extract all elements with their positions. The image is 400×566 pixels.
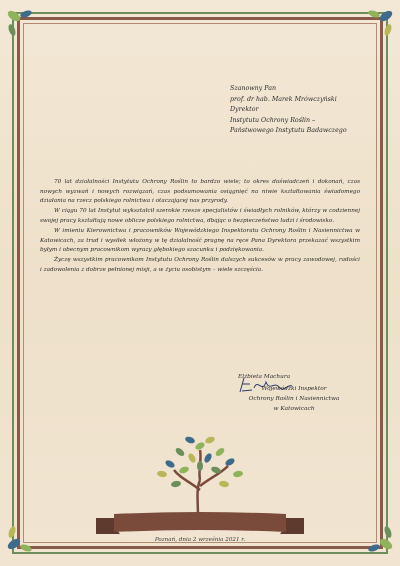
corner-leaf-icon [4, 6, 38, 40]
recipient-name: prof. dr hab. Marek Mrówczyński [230, 95, 337, 103]
recipient-role: Dyrektor [230, 106, 259, 114]
recipient-institute-line2: Państwowego Instytutu Badawczego [230, 127, 347, 135]
corner-leaf-icon [362, 6, 396, 40]
signatory-title-line2: Ochrony Roślin i Nasiennictwa [248, 396, 340, 402]
place-date: Poznań, dnia 2 września 2021 r. [154, 537, 246, 543]
signatory-title-line1: Wojewódzki Inspektor [261, 386, 327, 392]
recipient-institute-line1: Instytutu Ochrony Roślin – [230, 116, 316, 124]
signatory-title-line3: w Katowicach [273, 406, 315, 412]
signature-block [224, 372, 364, 414]
letter-body [40, 178, 360, 276]
recipient-address [230, 84, 380, 137]
paragraph: Życzę wszystkim pracownikom Instytutu Ochrony Roślin dalszych sukcesów w pracy zawodowej, radości i zadowolenia z dobrze pełnionej misji, a w życiu osobistym – wiele szczęścia. [40, 257, 360, 273]
tree-illustration [140, 430, 260, 520]
salutation: Szanowny Pan [230, 85, 276, 92]
paragraph: W imieniu Kierownictwa i pracowników Wojewódzkiego Inspektoratu Ochrony Roślin i Nasiennictwa w Katowicach, za trud i wysiłek włożony w tę działalność pragnę na ręce Pana Dyrektora przekazać wszystkim byłym i obecnym pracownikom wyrazy głębokiego szacunku i podziękowania. [40, 227, 360, 254]
signatory-name: Elżbieta Machura [238, 374, 291, 380]
paragraph: 70 lat działalności Instytutu Ochrony Roślin to bardzo wiele; to okres doświadczeń i dokonań, czas nowych wyzwań i nowych rozwiązań, czas podsumowania osiągnięć na niwie kształtowania świadomego działania na rzecz polskiego rolnictwa i otaczającej nas przyrody. [40, 179, 360, 205]
paragraph: W ciągu 70 lat Instytut wykształcił szerokie rzesze specjalistów i świadłych rolników, którzy w codziennej swojej pracy kształtują nowe oblicze polskiego rolnictwa, dbając o bezpieczeństwo ludzi i środowisko. [40, 208, 360, 224]
